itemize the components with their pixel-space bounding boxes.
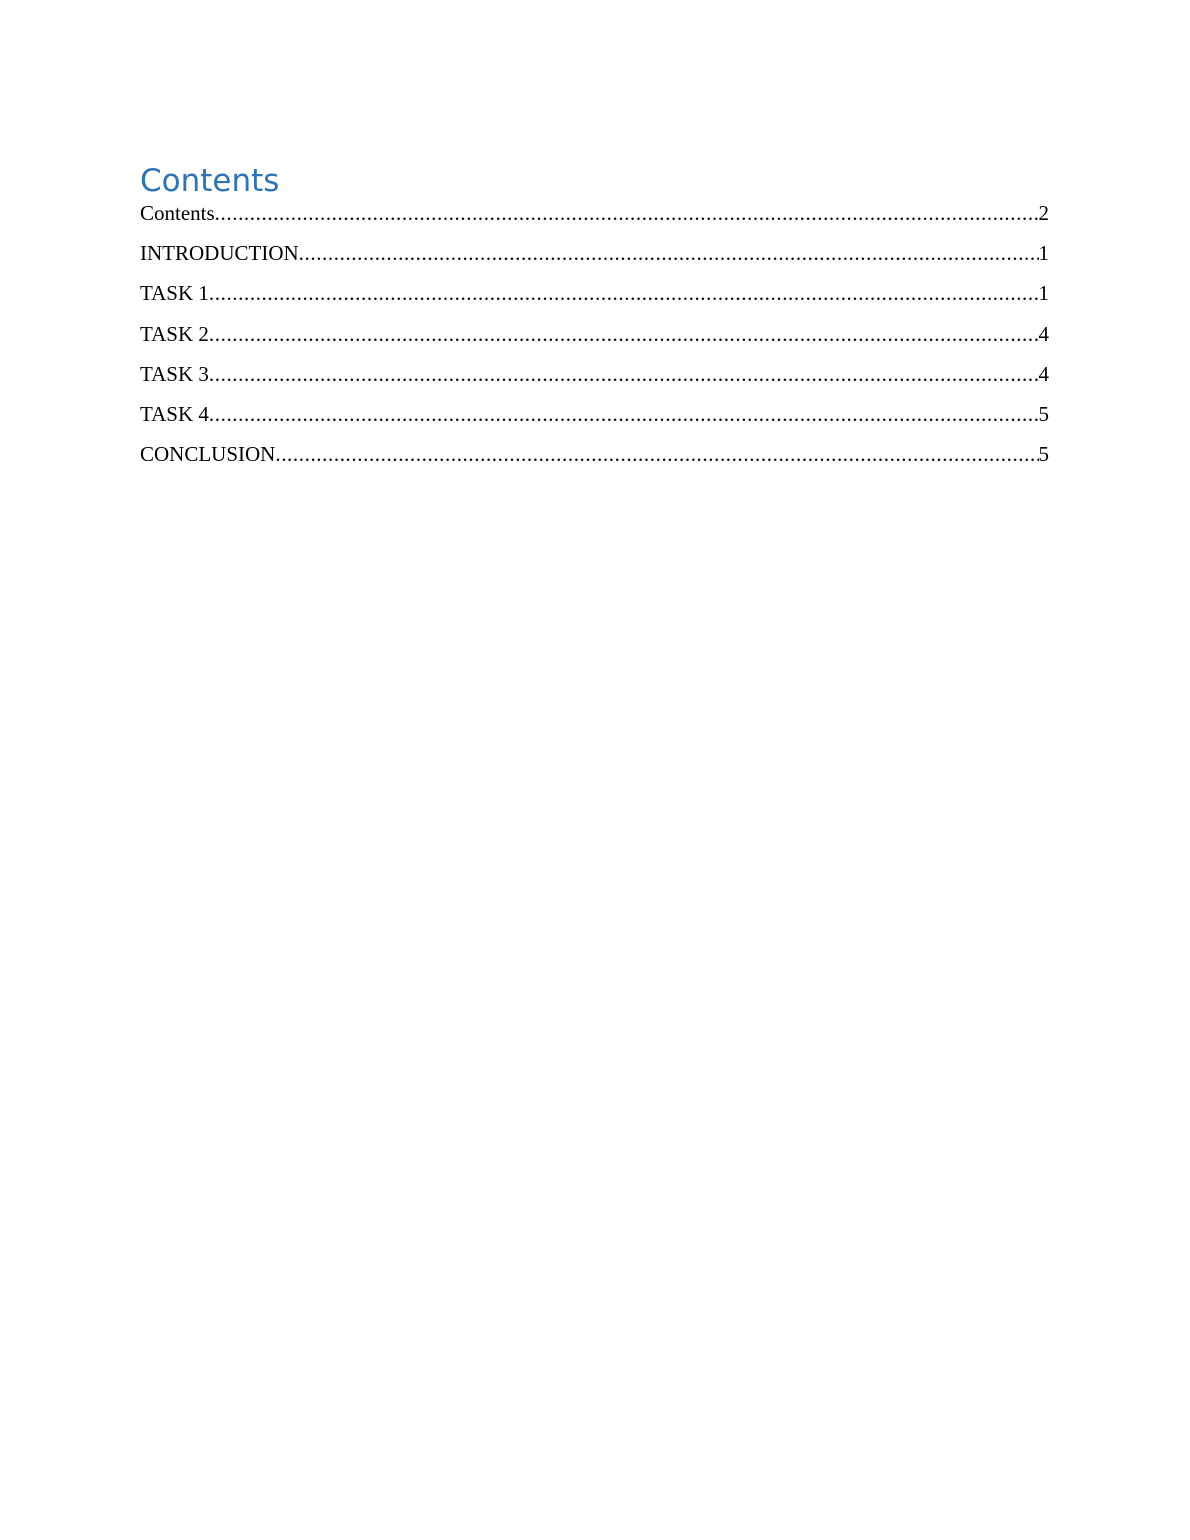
toc-entry-label: TASK 2 <box>140 321 209 346</box>
toc-page-number: 1 <box>1038 241 1049 266</box>
toc-entry-label: TASK 3 <box>140 361 209 386</box>
toc-entry-label: Contents <box>140 201 215 225</box>
toc-entry-task-3[interactable] <box>140 360 1049 400</box>
toc-page-number: 5 <box>1038 442 1049 467</box>
toc-page-number: 4 <box>1038 361 1049 386</box>
toc-dot-leader <box>209 400 1039 428</box>
toc-entry-label: TASK 1 <box>140 281 209 306</box>
toc-dot-leader <box>215 199 1039 227</box>
toc-dot-leader <box>209 360 1039 388</box>
toc-dot-leader <box>299 239 1039 267</box>
toc-page-number: 5 <box>1038 401 1049 426</box>
toc-page-number: 1 <box>1038 281 1049 306</box>
toc-dot-leader <box>275 440 1038 468</box>
toc-page-number: 4 <box>1038 321 1049 346</box>
toc-entry-label: TASK 4 <box>140 401 209 426</box>
toc-entry-label: CONCLUSION <box>140 442 276 467</box>
toc-entry-label: INTRODUCTION <box>140 241 299 266</box>
toc-entry-task-1[interactable] <box>140 279 1049 319</box>
toc-list <box>140 199 1049 480</box>
toc-entry-introduction[interactable] <box>140 239 1049 279</box>
toc-entry-task-2[interactable] <box>140 320 1049 360</box>
toc-page-number: 2 <box>1038 201 1049 225</box>
toc-dot-leader <box>209 279 1039 307</box>
toc-entry-conclusion[interactable] <box>140 440 1049 480</box>
toc-dot-leader <box>209 320 1039 348</box>
toc-entry-task-4[interactable] <box>140 400 1049 440</box>
toc-heading: Contents <box>140 163 280 199</box>
table-of-contents <box>140 160 1049 480</box>
toc-entry-contents[interactable] <box>140 199 1049 239</box>
